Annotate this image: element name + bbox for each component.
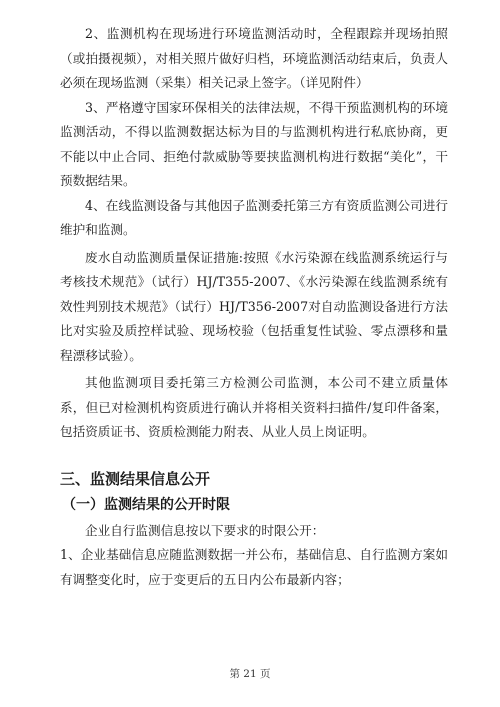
list-item-4: 4、在线监测设备与其他因子监测委托第三方有资质监测公司进行维护和监测。	[60, 197, 448, 237]
section-heading: 三、监测结果信息公开	[60, 469, 211, 488]
page-number: 第 21 页	[229, 668, 271, 680]
page-content	[60, 22, 448, 592]
section-intro: 企业自行监测信息按以下要求的时限公开：	[85, 522, 325, 538]
other-monitoring-paragraph: 其他监测项目委托第三方检测公司监测，本公司不建立质量体系，但已对检测机构资质进行确认并将相关资料扫描件/复印件备案，包括资质证书、资质检测能力附表、从业人员上岗证明。	[60, 375, 448, 439]
list-item-2: 2、监测机构在现场进行环境监测活动时，全程跟踪并现场拍照（或拍摄视频），对相关照片做好归档，环境监测活动结束后，负责人必须在现场监测（采集）相关记录上签字。（详见附件）	[60, 26, 448, 90]
auto-monitoring-paragraph: 废水自动监测质量保证措施:按照《水污染源在线监测系统运行与考核技术规范》（试行）HJ/T355-2007、《水污染源在线监测系统有效性判别技术规范》（试行）HJ/T356-2007对自动监测设备进行方法比对实验及质控样试验、现场校验（包括重复性试验、零点漂移和量程漂移试验）。	[60, 249, 448, 363]
subsection-heading: （一）监测结果的公开时限	[62, 496, 230, 513]
list-item-3: 3、严格遵守国家环保相关的法律法规，不得干预监测机构的环境监测活动，不得以监测数据达标为目的与监测机构进行私底协商，更不能以中止合同、拒绝付款威胁等要挟监测机构进行数据“美化”，干预数据结果。	[60, 99, 448, 188]
disclosure-item-1: 1、企业基础信息应随监测数据一并公布，基础信息、自行监测方案如有调整变化时，应于变更后的五日内公布最新内容；	[60, 547, 448, 587]
